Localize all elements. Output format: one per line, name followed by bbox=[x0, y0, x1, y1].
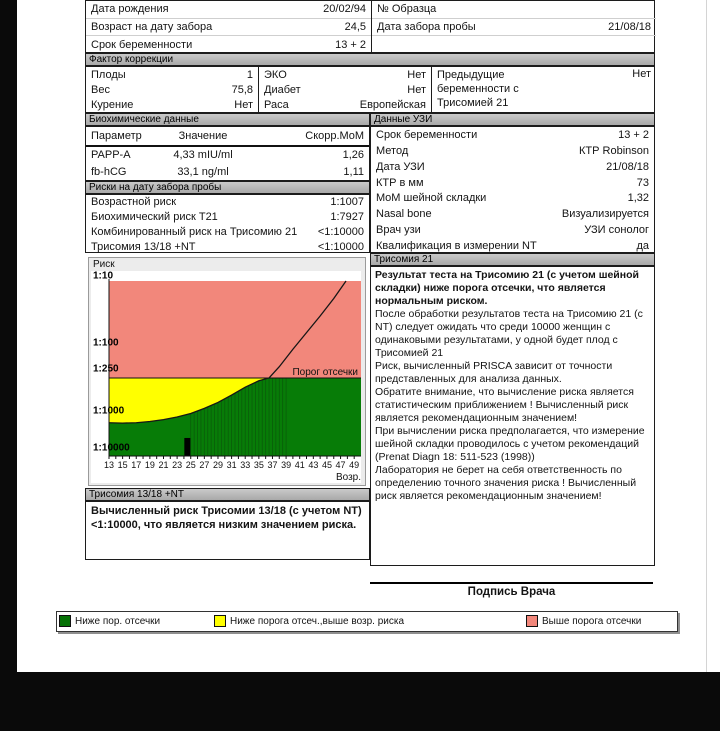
svg-text:23: 23 bbox=[172, 460, 183, 470]
param-mom: 1,26 bbox=[342, 149, 364, 162]
legend-swatch-below-cutoff bbox=[59, 615, 71, 627]
correction-table bbox=[85, 66, 655, 113]
field-label: Дата УЗИ bbox=[376, 160, 425, 173]
biochem-table bbox=[85, 126, 370, 181]
legend-label: Ниже пор. отсечки bbox=[75, 616, 161, 627]
section-header-ultrasound: Данные УЗИ bbox=[370, 113, 655, 126]
field-label: Дата забора пробы bbox=[377, 20, 476, 33]
risk-value: 1:7927 bbox=[330, 211, 364, 224]
table-row bbox=[259, 98, 431, 113]
svg-text:Порог отсечки: Порог отсечки bbox=[292, 366, 358, 378]
field-value: 13 + 2 bbox=[618, 128, 649, 141]
svg-text:29: 29 bbox=[212, 460, 223, 470]
viewer-left-margin bbox=[0, 0, 17, 672]
svg-text:19: 19 bbox=[144, 460, 155, 470]
conclusion-text: Обратите внимание, что вычисление риска является статистическим приближением ! Вычисленный риск является рекомендационным значением! bbox=[375, 386, 634, 424]
field-label: MoM шейной складки bbox=[376, 192, 487, 205]
field-label: Метод bbox=[376, 144, 409, 157]
conclusion-text: Вычисленный риск Трисомии 13/18 (с учетом NT) <1:10000, что является низким значением риска. bbox=[91, 505, 362, 531]
table-row bbox=[371, 175, 654, 191]
param-mom: 1,11 bbox=[343, 165, 364, 178]
field-label: Квалификация в измерении NT bbox=[376, 239, 537, 252]
table-row bbox=[372, 1, 656, 19]
risk-label: Биохимический риск Т21 bbox=[91, 211, 218, 224]
risk-value: <1:10000 bbox=[317, 225, 364, 238]
conclusion-text: После обработки результатов теста на Трисомию 21 (с NT) следует ожидать что среди 10000 женщин с одинаковыми результатами, у одной будет плод с Трисомией 21 bbox=[375, 308, 643, 359]
param-name: fb-hCG bbox=[91, 165, 127, 178]
param-value: 4,33 mIU/ml bbox=[173, 149, 233, 162]
trisomy1318-conclusion bbox=[85, 501, 370, 560]
field-value: 1 bbox=[246, 68, 253, 81]
field-value: Визуализируется bbox=[561, 208, 649, 221]
table-row bbox=[86, 239, 369, 254]
field-label: ЭКО bbox=[264, 68, 287, 81]
table-row bbox=[86, 147, 369, 164]
section-header-trisomy1318: Трисомия 13/18 +NT bbox=[85, 488, 370, 501]
svg-text:1:10000: 1:10000 bbox=[93, 442, 130, 454]
svg-text:37: 37 bbox=[267, 460, 278, 470]
table-row bbox=[86, 67, 258, 82]
field-value: Нет bbox=[632, 68, 651, 80]
table-row bbox=[86, 1, 371, 19]
field-value: Европейская bbox=[359, 99, 426, 112]
field-value: Нет bbox=[407, 68, 426, 81]
table-row bbox=[372, 36, 656, 54]
svg-text:1:100: 1:100 bbox=[93, 337, 119, 349]
svg-text:1:1000: 1:1000 bbox=[93, 405, 125, 417]
svg-text:41: 41 bbox=[294, 460, 305, 470]
legend-swatch-above-cutoff bbox=[526, 615, 538, 627]
svg-text:27: 27 bbox=[199, 460, 210, 470]
table-row bbox=[371, 159, 654, 175]
field-value: УЗИ сонолог bbox=[584, 224, 649, 237]
risk-chart bbox=[88, 257, 366, 486]
risk-label: Трисомия 13/18 +NT bbox=[91, 240, 196, 253]
svg-text:1:10: 1:10 bbox=[93, 270, 114, 282]
column-header: Параметр bbox=[91, 130, 142, 142]
risk-chart-canvas bbox=[89, 258, 367, 492]
field-value: 20/02/94 bbox=[323, 3, 366, 16]
trisomy21-conclusion bbox=[370, 266, 655, 566]
svg-text:Возр.: Возр. bbox=[335, 472, 361, 483]
field-value: Нет bbox=[407, 83, 426, 96]
table-row bbox=[86, 98, 258, 113]
section-header-trisomy21: Трисомия 21 bbox=[370, 253, 655, 266]
field-value: 21/08/18 bbox=[608, 20, 651, 33]
svg-text:49: 49 bbox=[349, 460, 360, 470]
column-header: Значение bbox=[178, 130, 228, 142]
svg-text:43: 43 bbox=[308, 460, 319, 470]
field-label: Плоды bbox=[91, 68, 126, 81]
field-value: 73 bbox=[636, 176, 649, 189]
table-row bbox=[86, 164, 369, 181]
conclusion-text: Риск, вычисленный PRISCA зависит от точности представленных для анализа данных. bbox=[375, 360, 613, 385]
risk-value: 1:1007 bbox=[330, 196, 364, 209]
column-header: Скорр.MoM bbox=[305, 130, 364, 142]
field-value: 75,8 bbox=[231, 83, 253, 96]
field-value: КТР Robinson bbox=[579, 144, 649, 157]
risk-label: Возрастной риск bbox=[91, 196, 177, 209]
field-label: Срок беременности bbox=[376, 128, 478, 141]
field-label: Nasal bone bbox=[376, 208, 432, 221]
viewer-bottom-margin bbox=[0, 672, 720, 731]
signature-line bbox=[370, 582, 653, 584]
table-row bbox=[86, 195, 369, 210]
patient-info-right-column bbox=[371, 1, 656, 52]
table-row bbox=[259, 82, 431, 97]
svg-text:47: 47 bbox=[335, 460, 346, 470]
field-label: Срок беременности bbox=[91, 38, 193, 51]
table-row bbox=[86, 225, 369, 240]
svg-text:15: 15 bbox=[117, 460, 128, 470]
correction-col2 bbox=[258, 67, 431, 112]
svg-text:17: 17 bbox=[131, 460, 142, 470]
table-row bbox=[372, 19, 656, 37]
patient-info-left-column bbox=[86, 1, 371, 52]
field-label: КТР в мм bbox=[376, 176, 424, 189]
chart-title: Риск bbox=[93, 259, 115, 270]
patient-info-table bbox=[85, 0, 655, 53]
legend-swatch-between bbox=[214, 615, 226, 627]
field-label: Курение bbox=[91, 99, 134, 112]
svg-text:25: 25 bbox=[185, 460, 196, 470]
svg-text:39: 39 bbox=[281, 460, 292, 470]
table-row bbox=[86, 36, 371, 54]
legend-label: Ниже порога отсеч.,выше возр. риска bbox=[230, 616, 405, 627]
page-edge-line bbox=[706, 0, 707, 672]
conclusion-text: Результат теста на Трисомию 21 (с учетом шейной складки) ниже порога отсечки, что является нормальным риском. bbox=[375, 269, 639, 307]
field-value: да bbox=[636, 239, 649, 252]
svg-text:45: 45 bbox=[321, 460, 332, 470]
field-label: Предыдущие беременности с Трисомией 21 bbox=[437, 69, 519, 109]
legend-label: Выше порога отсечки bbox=[542, 616, 642, 627]
table-row bbox=[259, 67, 431, 82]
conclusion-text: Лаборатория не берет на себя ответственность по определению точного значения риска ! Вычисленный риск является рекомендационным значением! bbox=[375, 464, 637, 502]
field-value: 1,32 bbox=[627, 192, 649, 205]
table-row bbox=[371, 190, 654, 206]
correction-col1 bbox=[86, 67, 258, 112]
field-label: Возраст на дату забора bbox=[91, 20, 213, 33]
signature-label: Подпись Врача bbox=[467, 586, 556, 598]
table-row bbox=[371, 238, 654, 254]
field-value: Нет bbox=[234, 99, 253, 112]
table-row bbox=[371, 143, 654, 159]
risks-table bbox=[85, 194, 370, 253]
biochem-header-row bbox=[86, 127, 369, 147]
field-value: 24,5 bbox=[344, 20, 366, 33]
param-value: 33,1 ng/ml bbox=[177, 165, 229, 178]
field-label: Диабет bbox=[264, 83, 301, 96]
field-label: Дата рождения bbox=[91, 3, 169, 16]
section-header-correction: Фактор коррекции bbox=[85, 53, 655, 66]
field-value: 21/08/18 bbox=[606, 160, 649, 173]
section-header-biochem: Биохимические данные bbox=[85, 113, 370, 126]
ultrasound-table bbox=[370, 126, 655, 253]
table-row bbox=[371, 206, 654, 222]
risk-value: <1:10000 bbox=[317, 240, 364, 253]
svg-text:21: 21 bbox=[158, 460, 169, 470]
risk-label: Комбинированный риск на Трисомию 21 bbox=[91, 225, 298, 238]
svg-text:13: 13 bbox=[103, 460, 115, 470]
field-label: № Образца bbox=[377, 3, 437, 16]
table-row bbox=[371, 222, 654, 238]
section-header-risks: Риски на дату забора пробы bbox=[85, 181, 370, 194]
table-row bbox=[371, 127, 654, 143]
svg-text:31: 31 bbox=[226, 460, 237, 470]
param-name: PAPP-A bbox=[91, 149, 131, 162]
chart-legend bbox=[56, 611, 678, 632]
table-row bbox=[86, 210, 369, 225]
table-row bbox=[86, 82, 258, 97]
svg-text:1:250: 1:250 bbox=[93, 363, 119, 375]
conclusion-text: При вычислении риска предполагается, что измерение шейной складки проводилось с учетом рекомендаций (Prenat Diagn 18: 511-523 (1998)) bbox=[375, 425, 645, 463]
correction-col3 bbox=[431, 67, 656, 112]
field-label: Вес bbox=[91, 83, 110, 96]
field-label: Врач узи bbox=[376, 224, 421, 237]
svg-text:35: 35 bbox=[253, 460, 264, 470]
svg-text:33: 33 bbox=[240, 460, 251, 470]
field-label: Раса bbox=[264, 99, 289, 112]
field-value: 13 + 2 bbox=[335, 38, 366, 51]
table-row bbox=[86, 19, 371, 37]
